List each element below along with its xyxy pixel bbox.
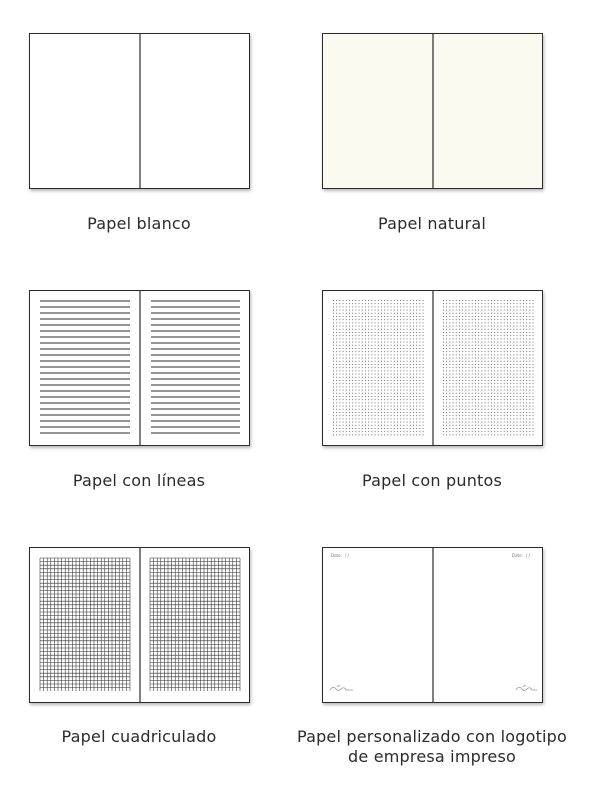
date-marks-left: / /	[345, 553, 349, 558]
caption-papel-con-lineas: Papel con líneas	[72, 471, 206, 490]
caption-papel-con-puntos: Papel con puntos	[361, 471, 503, 490]
notebook-grid	[29, 547, 250, 703]
caption-papel-natural: Papel natural	[377, 214, 487, 233]
caption-line-1: Papel personalizado con logotipo	[296, 727, 568, 746]
natural-pages-icon	[323, 34, 542, 188]
date-marks-right: / /	[526, 553, 530, 558]
notebook-blank-white	[29, 33, 250, 189]
notebook-blank-natural	[322, 33, 543, 189]
caption-papel-blanco: Papel blanco	[87, 214, 191, 233]
dotted-pages-icon	[323, 291, 542, 445]
date-label-right: Date:	[512, 553, 523, 558]
notebook-dotted	[322, 290, 543, 446]
blank-white-pages-icon	[30, 34, 249, 188]
notebook-lined	[29, 290, 250, 446]
caption-line-2: de empresa impreso	[348, 747, 516, 766]
caption-papel-personalizado	[282, 727, 582, 767]
caption-papel-cuadriculado: Papel cuadriculado	[61, 727, 217, 746]
date-label-left: Date:	[331, 553, 342, 558]
lined-pages-icon	[30, 291, 249, 445]
notebook-custom-logo	[322, 547, 543, 703]
grid-pages-icon	[30, 548, 249, 702]
custom-logo-pages-icon	[323, 548, 542, 702]
